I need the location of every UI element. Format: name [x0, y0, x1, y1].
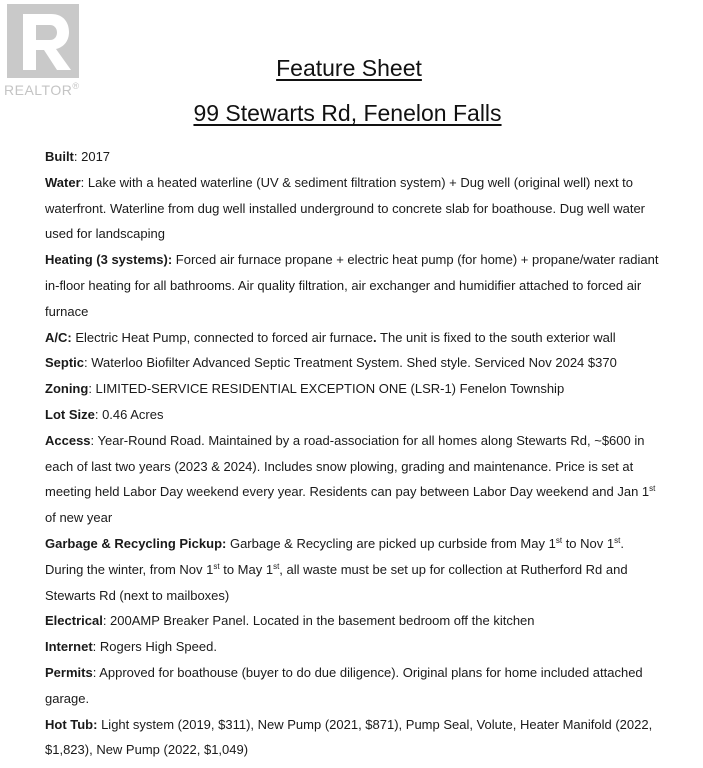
- feature-list: [45, 144, 665, 763]
- feature-built: Built: 2017: [45, 149, 111, 164]
- feature-permits: Permits: Approved for boathouse (buyer to do due diligence). Original plans for home included attached garage.: [45, 664, 643, 706]
- feature-hot-tub: Hot Tub: Light system (2019, $311), New Pump (2021, $871), Pump Seal, Volute, Heater Manifold (2022, $1,823), New Pump (2022, $1,049): [45, 716, 653, 758]
- feature-ac: A/C: Electric Heat Pump, connected to forced air furnace. The unit is fixed to the south exterior wall: [45, 329, 616, 345]
- realtor-logo: [4, 4, 82, 98]
- feature-water: Water: Lake with a heated waterline (UV & sediment filtration system) + Dug well (original well) next to waterfront. Waterline from dug well installed underground to concrete slab for boathouse. Dug well water used for landscaping: [45, 174, 645, 242]
- feature-lot-size: Lot Size: 0.46 Acres: [45, 406, 164, 422]
- realtor-wordmark: REALTOR®: [4, 81, 80, 98]
- page-title: Feature Sheet: [276, 55, 422, 81]
- feature-septic: Septic: Waterloo Biofilter Advanced Septic Treatment System. Shed style. Serviced Nov 2024 $370: [45, 355, 617, 371]
- property-address: 99 Stewarts Rd, Fenelon Falls: [193, 100, 502, 126]
- feature-internet: Internet: Rogers High Speed.: [45, 639, 217, 655]
- feature-electrical: Electrical: 200AMP Breaker Panel. Located in the basement bedroom off the kitchen: [45, 613, 535, 629]
- feature-garbage: Garbage & Recycling Pickup: Garbage & Recycling are picked up curbside from May 1st to Nov 1st. During the winter, from Nov 1st to May 1st, all waste must be set up for collection at Rutherford Rd and Stewarts Rd (next to mailboxes): [45, 535, 628, 603]
- feature-zoning: Zoning: LIMITED-SERVICE RESIDENTIAL EXCEPTION ONE (LSR-1) Fenelon Township: [45, 381, 565, 397]
- feature-access: Access: Year-Round Road. Maintained by a road-association for all homes along Stewarts Rd, ~$600 in each of last two years (2023 & 2024). Includes snow plowing, grading and maintenance. Price is set at meeting held Labor Day weekend every year. Residents can pay between Labor Day weekend and Jan 1st of new year: [45, 432, 656, 526]
- feature-heating: Heating (3 systems): Forced air furnace propane + electric heat pump (for home) + propane/water radiant in-floor heating for all bathrooms. Air quality filtration, air exchanger and humidifier attached to forced air furnace: [45, 252, 659, 319]
